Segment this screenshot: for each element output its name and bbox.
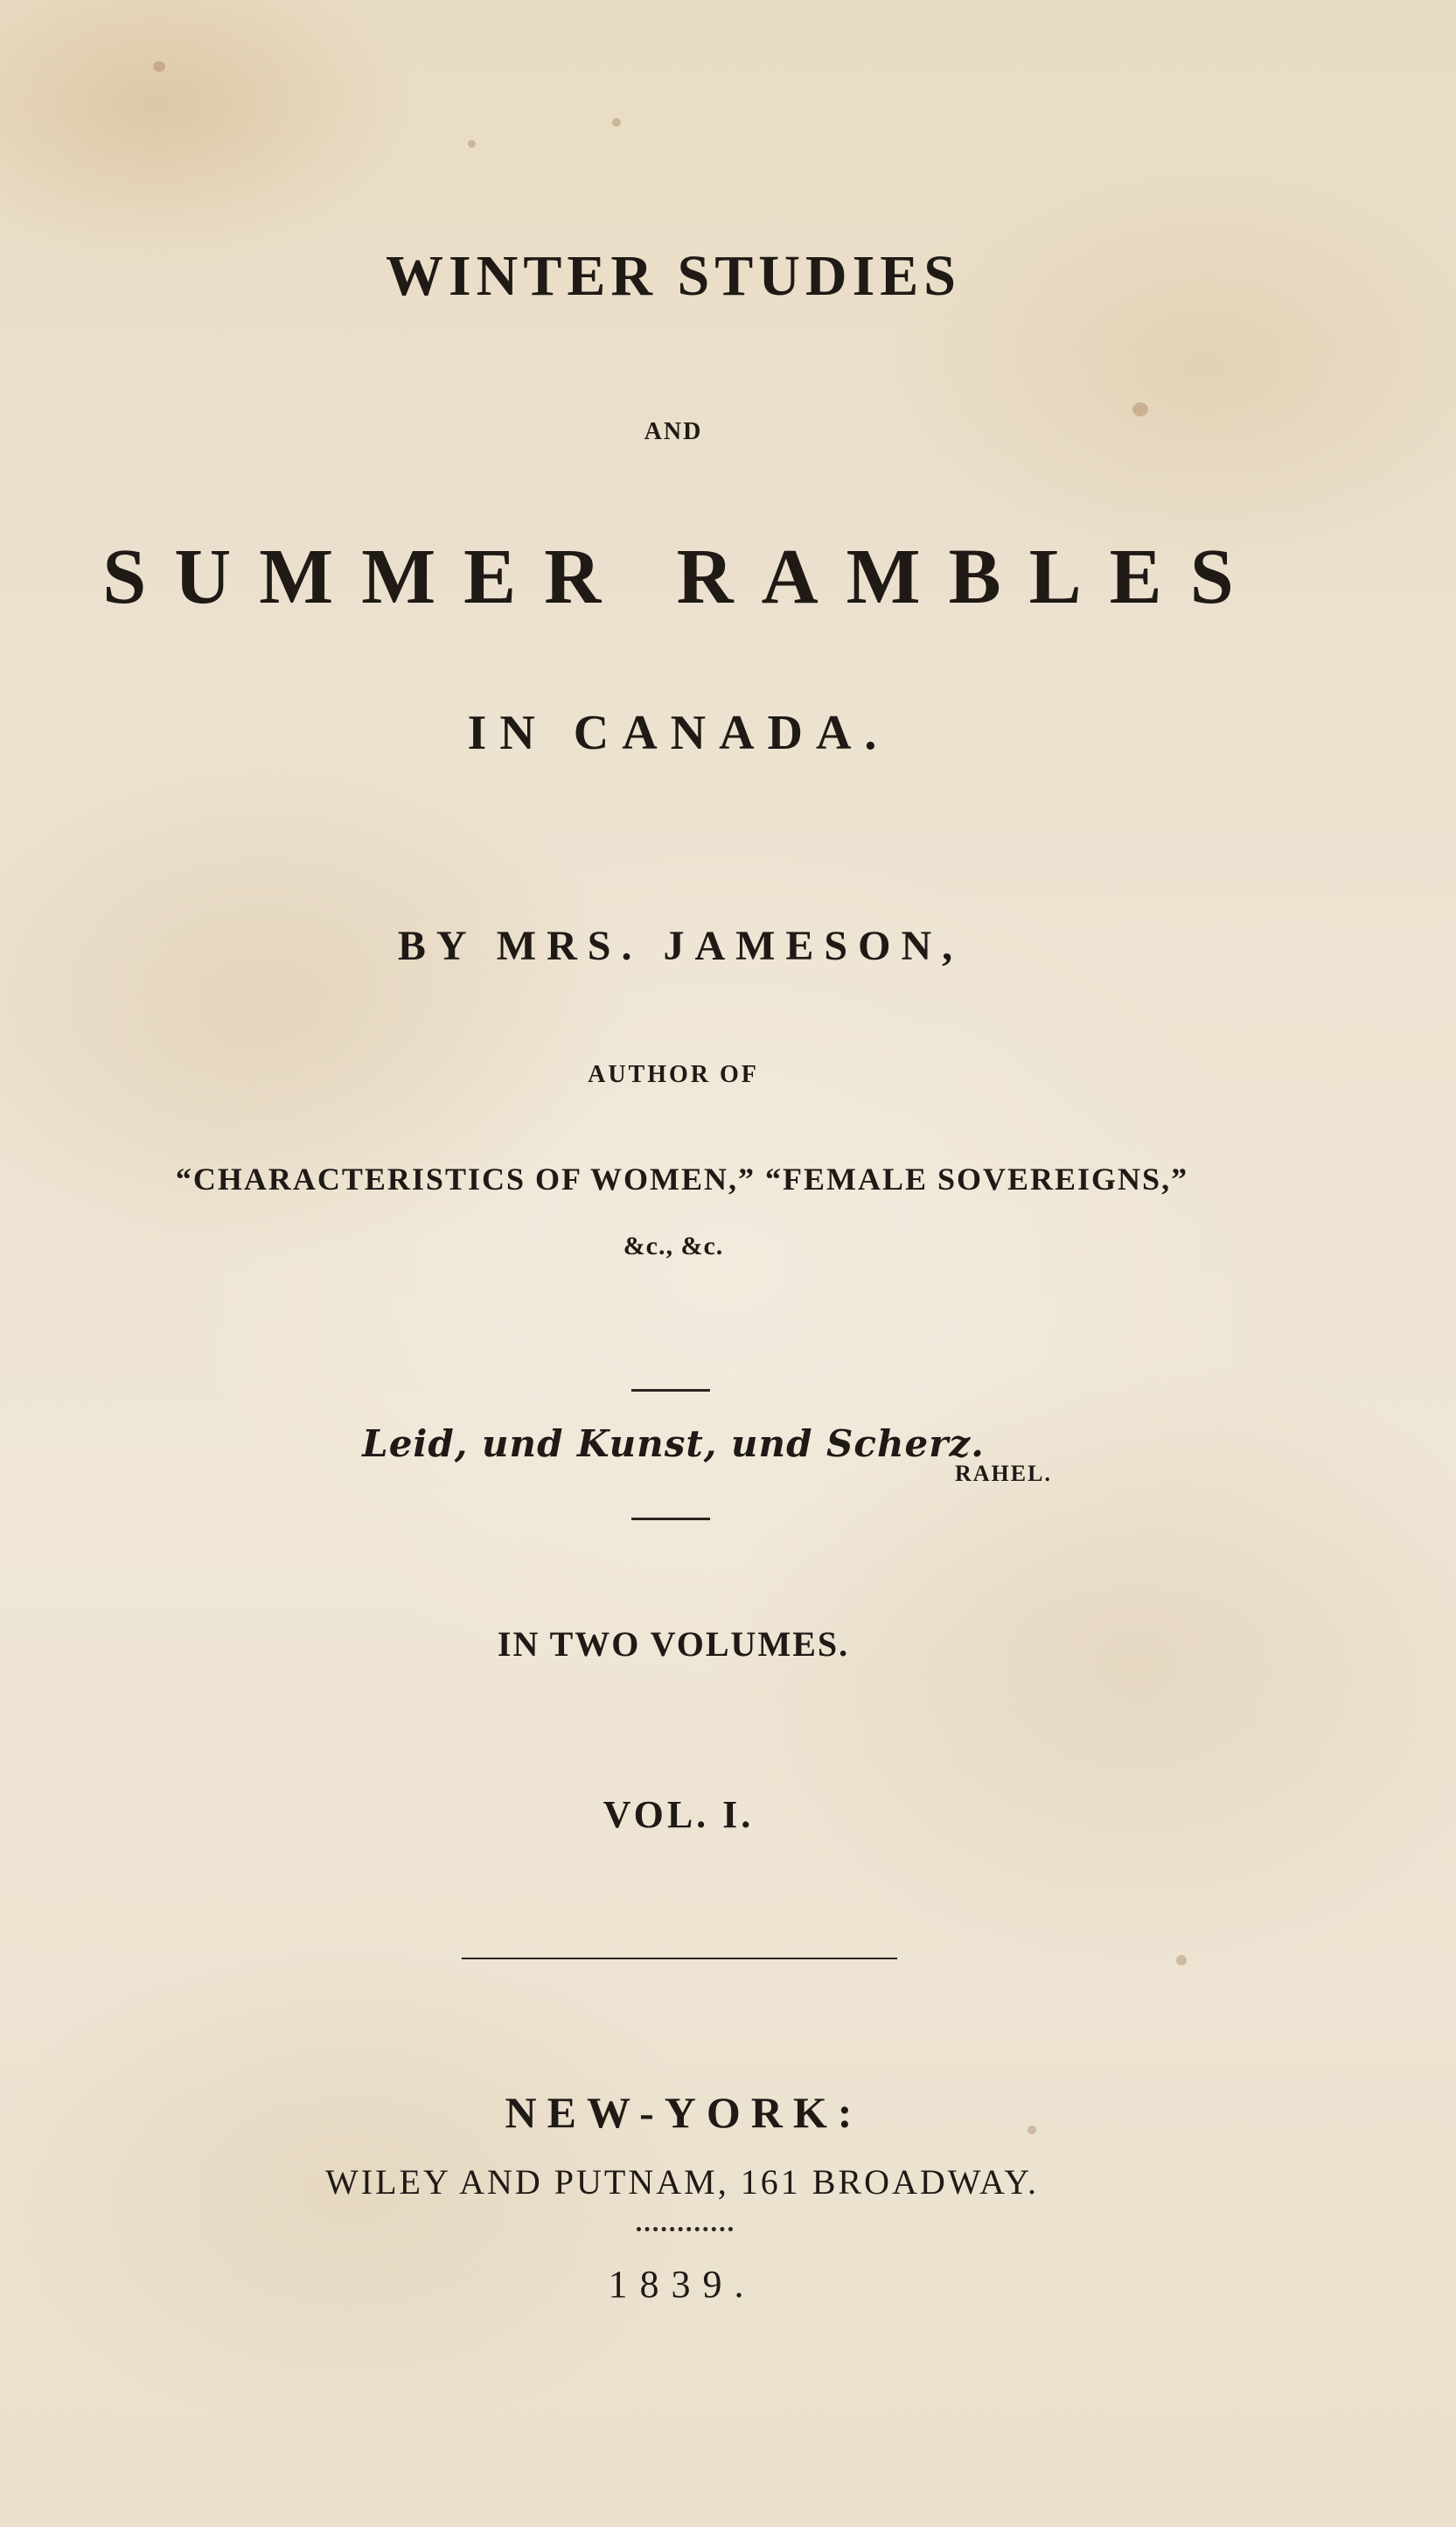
- title-line-3: IN CANADA.: [467, 706, 890, 760]
- foxing-spot: [468, 140, 476, 148]
- imprint-rule: [462, 1958, 897, 1959]
- motto-source: RAHEL.: [955, 1461, 1052, 1486]
- dotted-ornament: [637, 2227, 733, 2231]
- foxing-spot: [153, 61, 165, 72]
- foxing-spot: [1176, 1955, 1187, 1965]
- motto-rule-bottom: [631, 1518, 710, 1520]
- volume-count: IN TWO VOLUMES.: [497, 1624, 850, 1664]
- foxing-spot: [1132, 402, 1148, 416]
- other-works: “CHARACTERISTICS OF WOMEN,” “FEMALE SOVEREIGNS,”: [175, 1162, 1189, 1197]
- imprint-city: NEW-YORK:: [505, 2088, 863, 2137]
- author-of-label: AUTHOR OF: [588, 1061, 759, 1088]
- motto-rule-top: [631, 1389, 710, 1392]
- imprint-publisher: WILEY AND PUTNAM, 161 BROADWAY.: [325, 2162, 1039, 2202]
- imprint-year: 1839.: [608, 2263, 756, 2306]
- title-conjunction: AND: [644, 418, 703, 445]
- title-line-2: SUMMER RAMBLES: [102, 534, 1262, 620]
- foxing-spot: [612, 118, 621, 127]
- et-cetera: &c., &c.: [623, 1232, 724, 1260]
- volume-number: VOL. I.: [603, 1793, 755, 1836]
- motto: Leid, und Kunst, und Scherz.: [362, 1422, 985, 1465]
- author-line: BY MRS. JAMESON,: [397, 923, 964, 969]
- title-line-1: WINTER STUDIES: [385, 244, 962, 308]
